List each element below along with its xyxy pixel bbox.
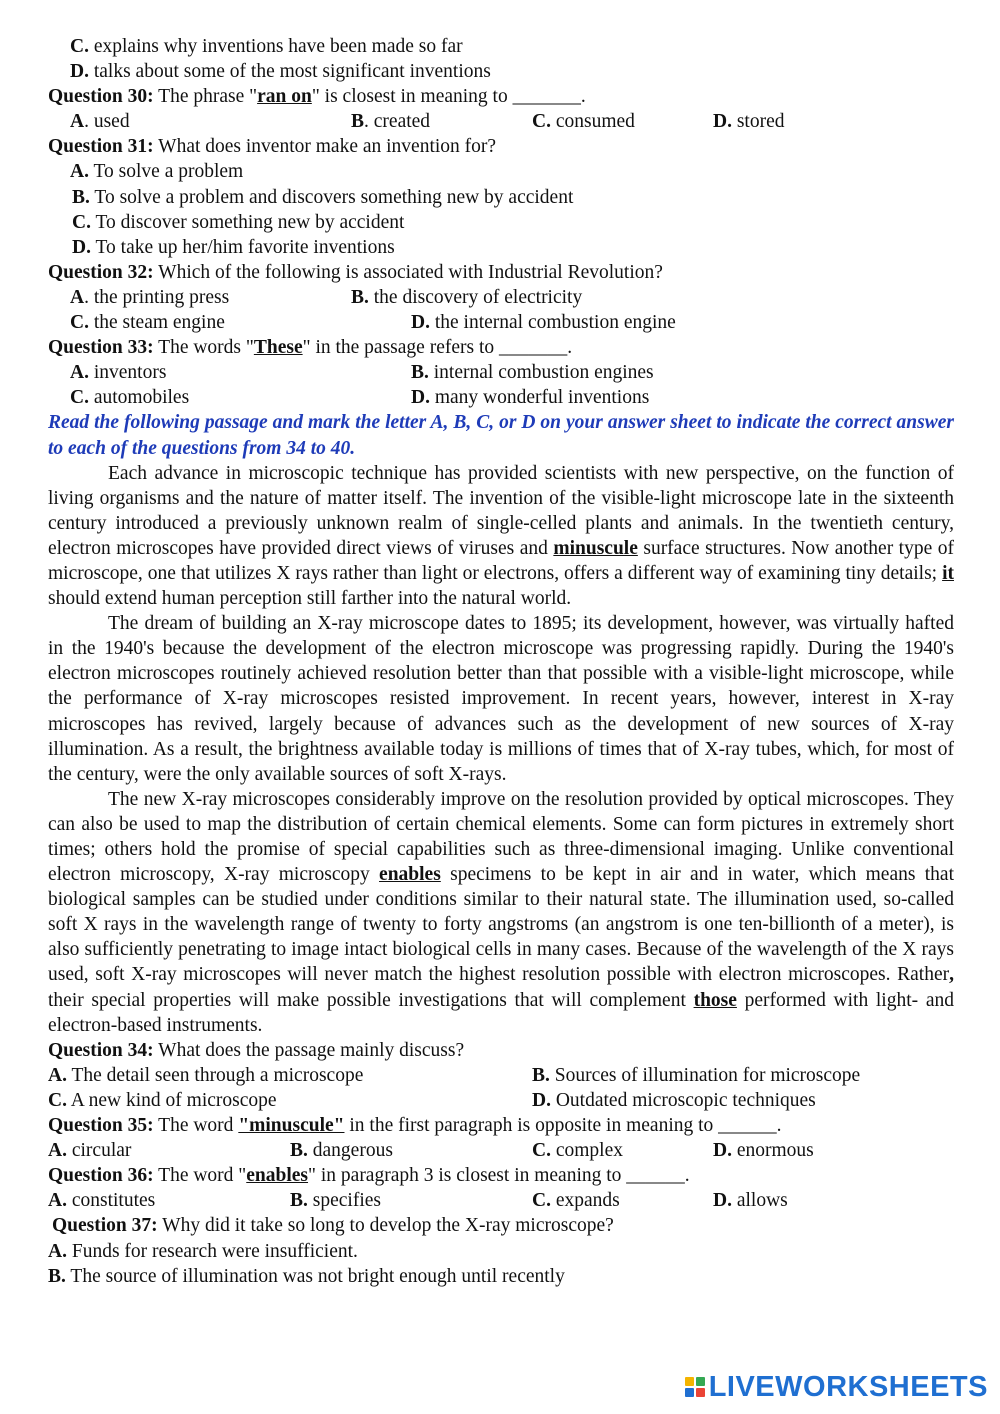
q36-key-word: enables (246, 1165, 309, 1187)
q33-stem: Question 33: The words "These" in the passage refers to _______. (48, 337, 573, 359)
q32-stem: Question 32: Which of the following is associated with Industrial Revolution? (48, 261, 663, 283)
logo-square (685, 1377, 694, 1386)
q35-stem: Question 35: The word "minuscule" in the first paragraph is opposite in meaning to ______. (48, 1115, 782, 1137)
key-word-minuscule: minuscule (553, 537, 638, 559)
logo-square (696, 1388, 705, 1397)
key-word-it: it (942, 562, 954, 584)
q36-option-d[interactable]: D. allows (713, 1190, 788, 1212)
q32-options-row1 (48, 285, 954, 310)
q32-options-row2 (48, 310, 954, 335)
passage-paragraph-1: Each advance in microscopic technique has provided scientists with new perspective, on the function of living organisms and the nature of matter itself. The invention of the visible-light microscope late in the sixteenth century introduced a previously unknown realm of single-celled plants and animals. In the twentieth century, electron microscopes have provided direct views of viruses and minuscule surface structures. Now another type of microscope, one that utilizes X rays rather than light or electrons, offers a different way of examining tiny details; it should extend human perception still farther into the natural world. (48, 462, 954, 610)
q31-stem: Question 31: What does inventor make an invention for? (48, 136, 497, 158)
q32-option-b[interactable]: B. the discovery of electricity (351, 286, 583, 308)
q33-options-row1 (48, 360, 954, 385)
q34-options-row2 (48, 1088, 954, 1113)
passage-paragraph-2: The dream of building an X-ray microscope dates to 1895; its development, however, was virtually hafted in the 1940's because the development of the electron microscope was progressing rapidly. During the 1940's electron microscopes routinely achieved resolution better than that possible with a visible-light microscope, while the performance of X-ray microscopes resisted improvement. In recent years, however, interest in X-ray microscopes has revived, largely because of advances such as the development of new sources of X-ray illumination. As a result, the brightness available today is millions of times that of X-ray tubes, which, for most of the century, were the only available sources of soft X-rays. (48, 613, 954, 785)
q34-option-a[interactable]: A. The detail seen through a microscope (48, 1064, 364, 1086)
q35-option-d[interactable]: D. enormous (713, 1140, 814, 1162)
q29-option-d: D. talks about some of the most significant inventions (70, 61, 491, 83)
q30-option-c[interactable]: C. consumed (532, 111, 635, 133)
q35-option-b[interactable]: B. dangerous (290, 1140, 393, 1162)
q36-option-b[interactable]: B. specifies (290, 1190, 381, 1212)
logo-square (685, 1388, 694, 1397)
q35-options (48, 1138, 954, 1163)
q33-option-b[interactable]: B. internal combustion engines (411, 362, 654, 384)
q34-option-c[interactable]: C. A new kind of microscope (48, 1089, 277, 1111)
q37-option-b[interactable]: B. The source of illumination was not bright enough until recently (48, 1265, 565, 1287)
q37-stem: Question 37: Why did it take so long to develop the X-ray microscope? (52, 1215, 614, 1237)
q33-option-a[interactable]: A. inventors (70, 362, 167, 384)
q35-option-c[interactable]: C. complex (532, 1140, 623, 1162)
q32-option-a[interactable]: A. the printing press (70, 286, 230, 308)
q36-option-c[interactable]: C. expands (532, 1190, 620, 1212)
q31-option-c[interactable]: C. To discover something new by accident (72, 211, 405, 233)
q29-option-c: C. explains why inventions have been made so far (70, 36, 463, 57)
q33-options-row2 (48, 385, 954, 410)
q34-stem: Question 34: What does the passage mainly discuss? (48, 1039, 465, 1061)
logo-text: LIVEWORKSHEETS (708, 1370, 988, 1403)
q35-key-word: "minuscule" (238, 1115, 345, 1137)
q36-option-a[interactable]: A. constitutes (48, 1190, 156, 1212)
q30-option-d[interactable]: D. stored (713, 111, 785, 133)
liveworksheets-logo (684, 1370, 988, 1404)
q33-key-word: These (253, 337, 303, 359)
q31-option-a[interactable]: A. To solve a problem (70, 161, 244, 183)
q30-key-phrase: ran on (257, 86, 312, 108)
q34-option-d[interactable]: D. Outdated microscopic techniques (532, 1089, 816, 1111)
q30-options (48, 109, 954, 134)
q31-option-d[interactable]: D. To take up her/him favorite inventions (72, 236, 395, 258)
q36-stem: Question 36: The word "enables" in paragraph 3 is closest in meaning to ______. (48, 1165, 690, 1187)
q31-option-b[interactable]: B. To solve a problem and discovers something new by accident (72, 186, 574, 208)
q34-options-row1 (48, 1063, 954, 1088)
q34-option-b[interactable]: B. Sources of illumination for microscope (532, 1064, 861, 1086)
q33-option-d[interactable]: D. many wonderful inventions (411, 387, 650, 409)
reading-instruction: Read the following passage and mark the letter A, B, C, or D on your answer sheet to indicate the correct answer to each of the questions from 34 to 40. (48, 412, 954, 459)
q35-option-a[interactable]: A. circular (48, 1140, 132, 1162)
key-word-enables: enables (379, 864, 441, 886)
q36-options (48, 1188, 954, 1213)
passage-paragraph-3: The new X-ray microscopes considerably improve on the resolution provided by optical microscopes. They can also be used to map the distribution of certain chemical elements. Some can form pictures in extremely short times; others hold the promise of special capabilities such as three-dimensional imaging. Unlike conventional electron microscopy, X-ray microscopy enables specimens to be kept in air and in water, which means that biological samples can be studied under conditions similar to their natural state. The illumination used, so-called soft X rays in the wavelength range of twenty to forty angstroms (an angstrom is one ten-billionth of a meter), is also sufficiently penetrating to image intact biological cells in many cases. Because of the wavelength of the X rays used, soft X-ray microscopes will never match the highest resolution possible with electron microscopes. Rather, their special properties will make possible investigations that will complement those performed with light- and electron-based instruments. (48, 788, 954, 1036)
q30-stem: Question 30: The phrase "ran on" is closest in meaning to _______. (48, 86, 586, 108)
q37-option-a[interactable]: A. Funds for research were insufficient. (48, 1240, 358, 1262)
logo-grid-icon (684, 1376, 706, 1398)
q30-option-a[interactable]: A. used (70, 111, 130, 133)
q32-option-d[interactable]: D. the internal combustion engine (411, 312, 676, 334)
key-word-those: those (693, 989, 737, 1011)
q32-option-c[interactable]: C. the steam engine (70, 312, 225, 334)
q33-option-c[interactable]: C. automobiles (70, 387, 190, 409)
q30-option-b[interactable]: B. created (351, 111, 431, 133)
logo-square (696, 1377, 705, 1386)
worksheet-page (48, 34, 954, 1289)
